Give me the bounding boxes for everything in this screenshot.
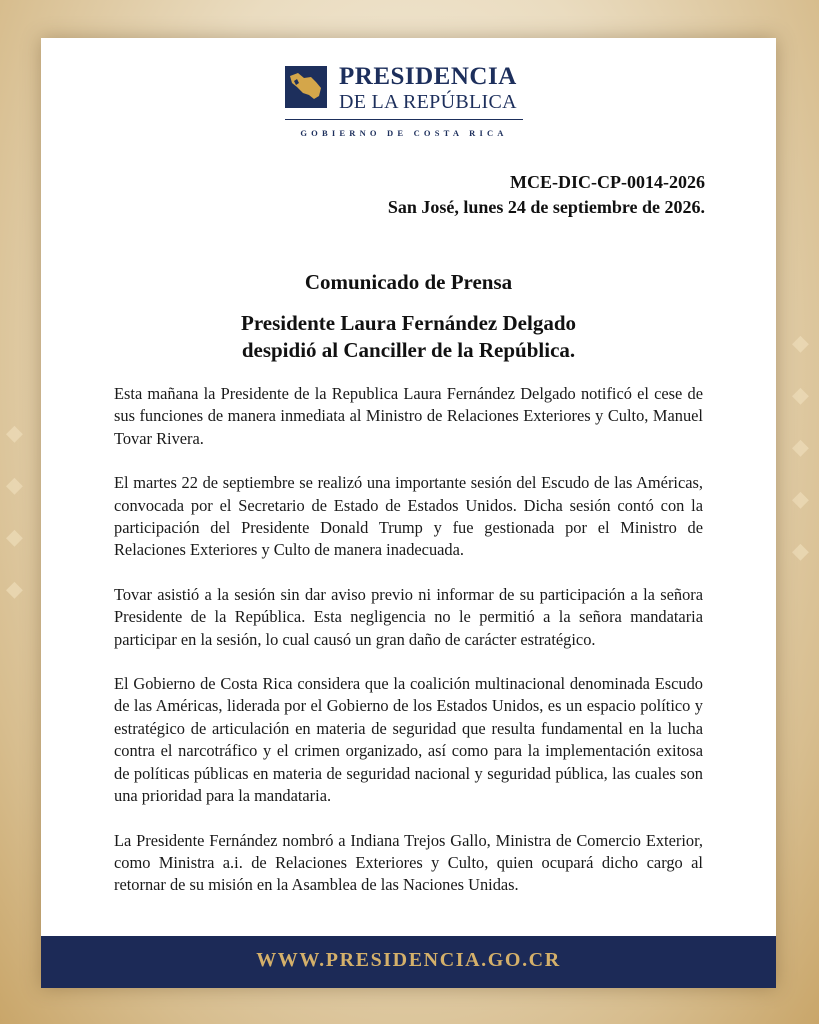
costa-rica-emblem-icon (285, 66, 327, 108)
reference-code: MCE-DIC-CP-0014-2026 (510, 172, 705, 192)
background-decoration-right: ◆ ◆ ◆ ◆ ◆ (792, 330, 809, 563)
letterhead-subtitle: DE LA REPÚBLICA (339, 91, 517, 113)
letterhead-government: GOBIERNO DE COSTA RICA (300, 128, 508, 138)
letterhead-divider (285, 119, 523, 120)
footer-bar (41, 936, 776, 988)
headline-line-1: Presidente Laura Fernández Delgado (241, 311, 576, 335)
paragraph: El Gobierno de Costa Rica considera que la coalición multinacional denominada Escudo de las Américas, liderada por el Gobierno de los Estados Unidos, es un espacio político y estratégico de articulación en materia de seguridad que resulta fundamental en la lucha contra el narcotráfico y el crimen organizado, así como para la implementación exitosa de políticas públicas en materia de seguridad nacional y seguridad pública, las cuales son una prioridad para la mandataria. (114, 674, 703, 806)
letterhead-logo (285, 63, 525, 138)
paragraph: Esta mañana la Presidente de la Republica Laura Fernández Delgado notificó el cese de sus funciones de manera inmediata al Ministro de Relaciones Exteriores y Culto, Manuel Tovar Rivera. (114, 384, 703, 448)
paragraph: Tovar asistió a la sesión sin dar aviso previo ni informar de su participación a la señora Presidente de la República. Esta negligencia no le permitió a la señora mandataria participar en la sesión, lo cual causó un gran daño de carácter estratégico. (114, 584, 703, 649)
document-type-heading: Comunicado de Prensa (304, 270, 513, 294)
paragraph: La Presidente Fernández nombró a Indiana Trejos Gallo, Ministra de Comercio Exterior, como Ministra a.i. de Relaciones Exteriores y Culto, quien ocupará dicho cargo al retornar de su misión en la Asamblea de las Naciones Unidas. (114, 830, 703, 895)
reference-block (388, 170, 705, 220)
headline (41, 310, 776, 364)
letterhead-title: PRESIDENCIA (339, 63, 517, 90)
paragraph: El martes 22 de septiembre se realizó una importante sesión del Escudo de las Américas, convocada por el Secretario de Estado de Estados Unidos. Dicha sesión contó con la participación del Presidente Donald Trump y fue gestionada por el Ministro de Relaciones Exteriores y Culto de manera inadecuada. (114, 473, 703, 560)
body-text (114, 383, 703, 919)
reference-date: San José, lunes 24 de septiembre de 2026. (387, 197, 705, 217)
website-link[interactable]: WWW.PRESIDENCIA.GO.CR (256, 949, 561, 971)
headline-line-2: despidió al Canciller de la República. (241, 338, 576, 362)
background-decoration-left: ◆ ◆ ◆ ◆ (6, 420, 23, 601)
press-release-sheet (41, 38, 776, 988)
